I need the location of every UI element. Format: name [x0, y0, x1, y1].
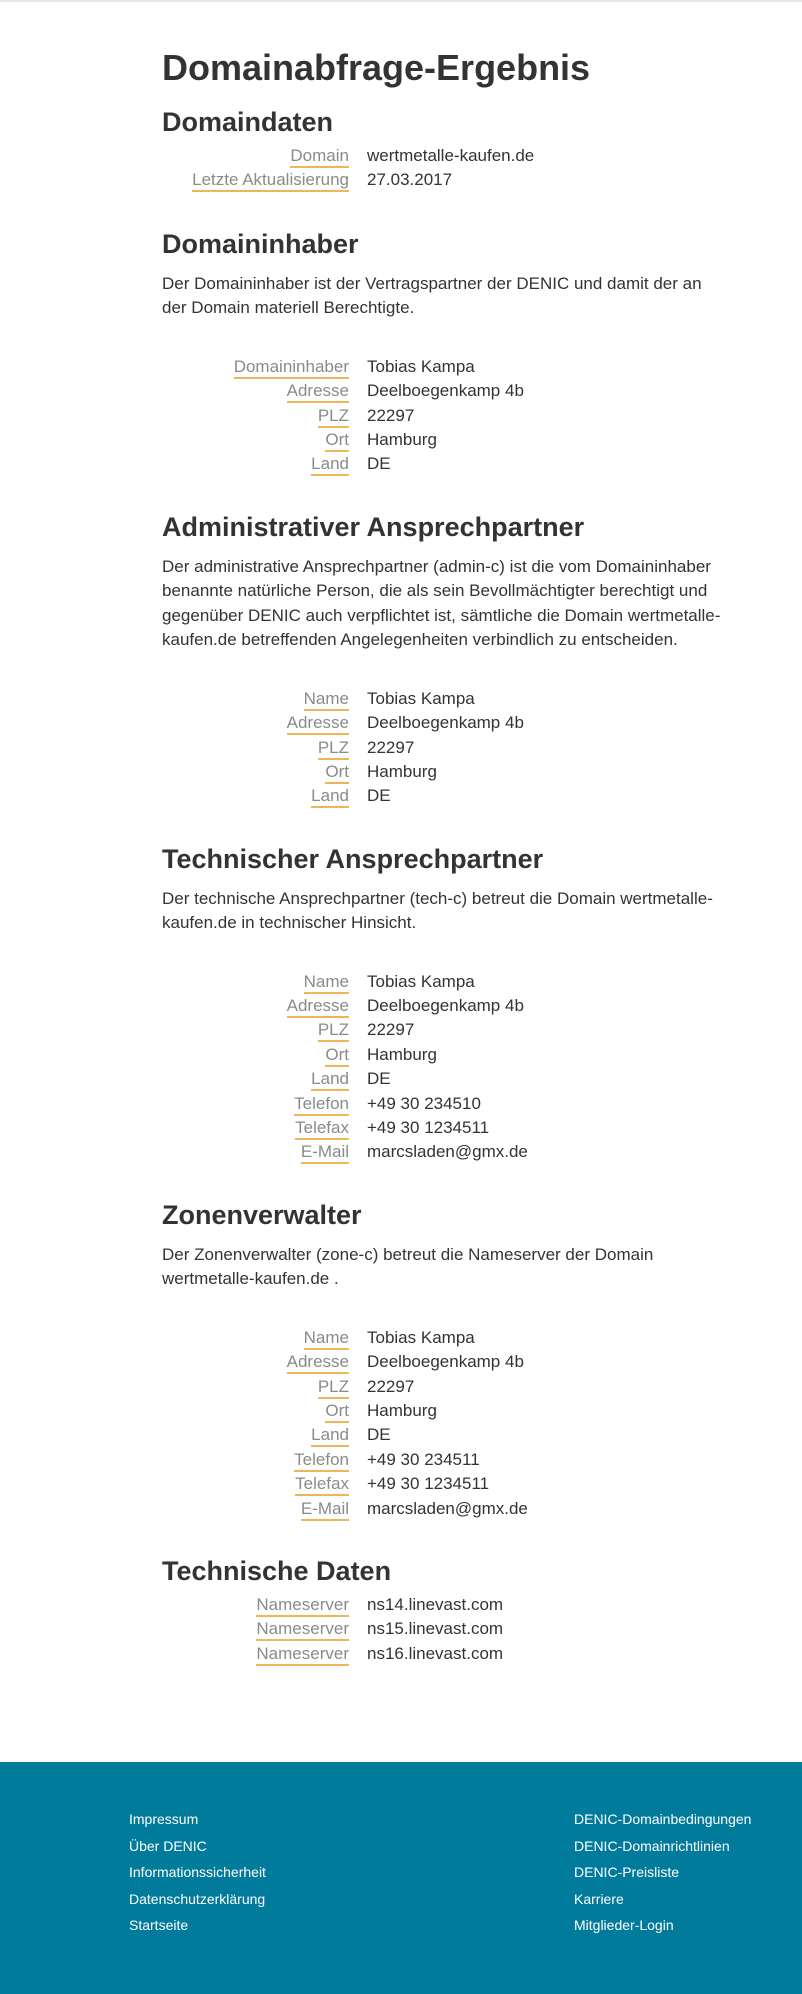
section-description: Der technische Ansprechpartner (tech-c) betreut die Domain wertmetalle-kaufen.de in technischer Hinsicht. — [162, 888, 713, 933]
field-value: marcsladen@gmx.de — [367, 1142, 528, 1162]
footer-links-left — [129, 1806, 266, 1939]
section-zone-c — [162, 1199, 722, 1523]
kv-row — [162, 713, 722, 737]
kv-row — [162, 357, 722, 381]
field-value: Hamburg — [367, 1044, 437, 1064]
field-label: Telefax — [295, 1118, 349, 1140]
field-value: Tobias Kampa — [367, 356, 475, 376]
field-value: marcsladen@gmx.de — [367, 1498, 528, 1518]
field-label: Nameserver — [256, 1619, 349, 1641]
field-value: Tobias Kampa — [367, 1327, 475, 1347]
field-value: 22297 — [367, 1376, 415, 1396]
kv-row — [162, 170, 722, 194]
kv-row — [162, 146, 722, 170]
field-label: Telefon — [294, 1094, 349, 1116]
kv-row — [162, 762, 722, 786]
field-label: PLZ — [318, 738, 349, 760]
field-label: Adresse — [287, 381, 349, 403]
kv-row — [162, 1020, 722, 1044]
field-label: Land — [311, 1425, 349, 1447]
section-description: Der administrative Ansprechpartner (admin-c) ist die vom Domaininhaber benannte natürliche Person, die als sein Bevollmächtigter berechtigt und gegenüber DENIC auch verpflichtet ist, sämtliche die Domain wertmetalle-kaufen.de betreffenden Angelegenheiten verbindlich zu entscheiden. — [162, 556, 721, 650]
field-value: Hamburg — [367, 429, 437, 449]
field-label: Nameserver — [256, 1595, 349, 1617]
footer-link-impressum[interactable]: Impressum — [129, 1811, 199, 1827]
section-description: Der Domaininhaber ist der Vertragspartner der DENIC und damit der an der Domain materiell Berechtigte. — [162, 273, 702, 318]
page-title: Domainabfrage-Ergebnis — [162, 47, 591, 88]
footer-link-preisliste[interactable]: DENIC-Preisliste — [574, 1864, 680, 1880]
field-value: 22297 — [367, 1020, 415, 1040]
field-value: ns14.linevast.com — [367, 1594, 504, 1614]
field-label: Land — [311, 454, 349, 476]
field-label: Telefon — [294, 1450, 349, 1472]
kv-list — [162, 689, 722, 811]
kv-list — [162, 1595, 722, 1668]
section-heading: Technische Daten — [162, 1555, 392, 1586]
field-label: Land — [311, 1069, 349, 1091]
kv-row — [162, 1045, 722, 1069]
field-value: +49 30 234510 — [367, 1093, 481, 1113]
field-value: 22297 — [367, 405, 415, 425]
kv-row — [162, 996, 722, 1020]
kv-row — [162, 1377, 722, 1401]
field-label: E-Mail — [301, 1142, 349, 1164]
field-value: DE — [367, 454, 391, 474]
field-label: PLZ — [318, 406, 349, 428]
footer-links-right — [574, 1806, 751, 1939]
field-label: Domaininhaber — [234, 357, 349, 379]
kv-row — [162, 1401, 722, 1425]
field-value: Tobias Kampa — [367, 688, 475, 708]
field-value: ns16.linevast.com — [367, 1643, 504, 1663]
field-value: Hamburg — [367, 1400, 437, 1420]
kv-row — [162, 406, 722, 430]
section-tech-c — [162, 843, 722, 1167]
field-label: Ort — [325, 430, 349, 452]
section-heading: Zonenverwalter — [162, 1199, 362, 1230]
field-label: Name — [304, 972, 349, 994]
kv-row — [162, 972, 722, 996]
field-label: Telefax — [295, 1474, 349, 1496]
field-value: DE — [367, 1425, 391, 1445]
main-content — [162, 28, 722, 1668]
field-label: Letzte Aktualisierung — [192, 170, 349, 192]
section-admin-c — [162, 511, 722, 811]
field-label: Ort — [325, 762, 349, 784]
section-heading: Administrativer Ansprechpartner — [162, 511, 585, 542]
kv-row — [162, 1118, 722, 1142]
field-value: 27.03.2017 — [367, 170, 453, 190]
field-label: Ort — [325, 1401, 349, 1423]
kv-row — [162, 1069, 722, 1093]
kv-list — [162, 357, 722, 479]
kv-row — [162, 738, 722, 762]
footer-link-karriere[interactable]: Karriere — [574, 1890, 624, 1907]
field-value: Tobias Kampa — [367, 971, 475, 991]
field-label: PLZ — [318, 1377, 349, 1399]
section-heading: Technischer Ansprechpartner — [162, 843, 544, 874]
field-label: Adresse — [287, 996, 349, 1018]
kv-list — [162, 1328, 722, 1523]
field-label: E-Mail — [301, 1499, 349, 1521]
section-domaininhaber — [162, 228, 722, 479]
field-value: Deelboegenkamp 4b — [367, 996, 524, 1016]
field-value: Deelboegenkamp 4b — [367, 713, 524, 733]
kv-row — [162, 1094, 722, 1118]
kv-row — [162, 1352, 722, 1376]
kv-row — [162, 381, 722, 405]
kv-row — [162, 1425, 722, 1449]
footer-link-ueber-denic[interactable]: Über DENIC — [129, 1837, 207, 1854]
field-label: Name — [304, 1328, 349, 1350]
field-label: Adresse — [287, 713, 349, 735]
kv-row — [162, 1328, 722, 1352]
section-description: Der Zonenverwalter (zone-c) betreut die Nameserver der Domain wertmetalle-kaufen.de . — [162, 1244, 654, 1289]
top-border — [0, 0, 802, 2]
field-value: +49 30 1234511 — [367, 1118, 490, 1138]
kv-row — [162, 786, 722, 810]
kv-row — [162, 1595, 722, 1619]
field-value: +49 30 234511 — [367, 1449, 480, 1469]
kv-list — [162, 972, 722, 1167]
field-value: ns15.linevast.com — [367, 1619, 504, 1639]
section-heading: Domaindaten — [162, 107, 334, 137]
kv-row — [162, 1619, 722, 1643]
field-label: PLZ — [318, 1020, 349, 1042]
kv-row — [162, 1142, 722, 1166]
field-value: Deelboegenkamp 4b — [367, 1352, 524, 1372]
kv-row — [162, 1474, 722, 1498]
field-value: Deelboegenkamp 4b — [367, 381, 524, 401]
footer-link-datenschutz[interactable]: Datenschutzerklärung — [129, 1890, 266, 1907]
footer-link-startseite[interactable]: Startseite — [129, 1917, 189, 1933]
field-value: DE — [367, 1069, 391, 1089]
field-label: Adresse — [287, 1352, 349, 1374]
footer-link-domainbedingungen[interactable]: DENIC-Domainbedingungen — [574, 1811, 752, 1827]
kv-row — [162, 1450, 722, 1474]
kv-row — [162, 1499, 722, 1523]
footer-link-informationssicherheit[interactable]: Informationssicherheit — [129, 1864, 266, 1880]
kv-row — [162, 689, 722, 713]
section-technische-daten — [162, 1555, 722, 1668]
field-value: Hamburg — [367, 761, 437, 781]
field-value: 22297 — [367, 737, 415, 757]
field-label: Name — [304, 689, 349, 711]
field-label: Land — [311, 786, 349, 808]
footer-link-mitglieder-login[interactable]: Mitglieder-Login — [574, 1917, 674, 1933]
field-value: DE — [367, 786, 391, 806]
section-heading: Domaininhaber — [162, 228, 359, 259]
field-label: Ort — [325, 1045, 349, 1067]
site-footer — [0, 1762, 802, 1994]
kv-row — [162, 1644, 722, 1668]
field-label: Domain — [290, 146, 349, 168]
field-value: +49 30 1234511 — [367, 1474, 490, 1494]
field-label: Nameserver — [256, 1644, 349, 1666]
footer-link-domainrichtlinien[interactable]: DENIC-Domainrichtlinien — [574, 1837, 730, 1854]
kv-row — [162, 454, 722, 478]
kv-list — [162, 146, 722, 195]
kv-row — [162, 430, 722, 454]
section-domaindaten — [162, 106, 722, 195]
field-value: wertmetalle-kaufen.de — [367, 146, 535, 165]
